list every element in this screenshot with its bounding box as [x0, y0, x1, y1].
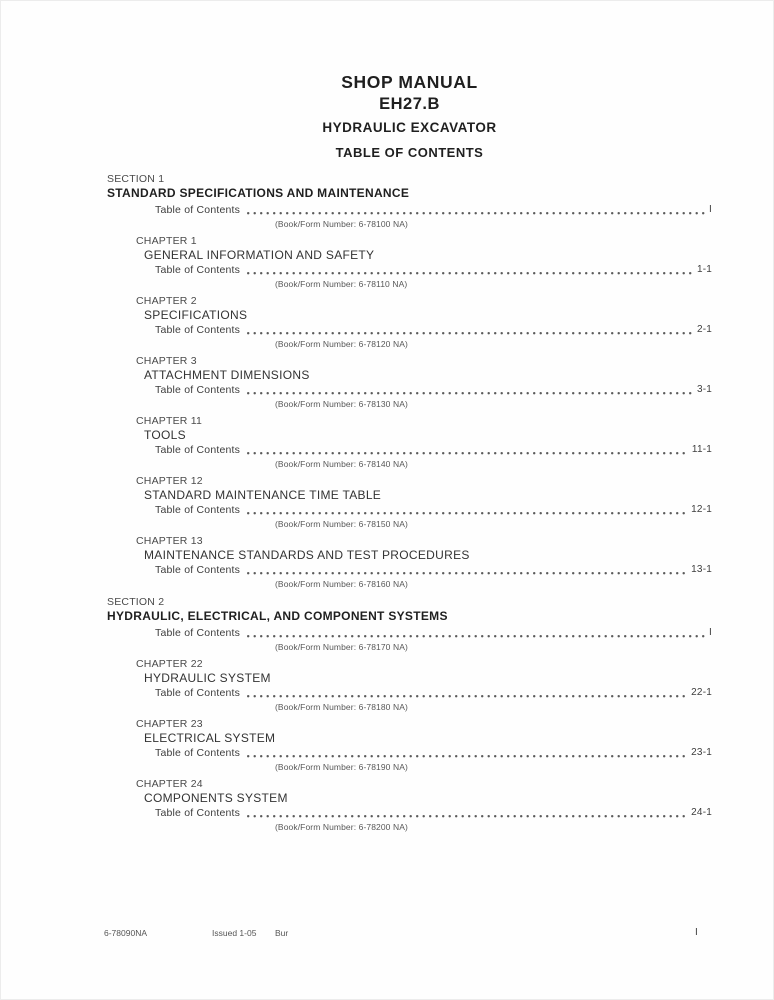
toc-page-number: I [709, 204, 712, 215]
toc-row [155, 203, 712, 217]
toc-chapter-title: COMPONENTS SYSTEM [144, 791, 288, 805]
toc-page-number: 22-1 [691, 687, 712, 698]
toc-row [155, 563, 712, 577]
book-form-number: (Book/Form Number: 6-78190 NA) [275, 762, 408, 772]
toc-page-number: 13-1 [691, 564, 712, 575]
toc-row [155, 626, 712, 640]
toc-chapter-title: SPECIFICATIONS [144, 308, 248, 322]
footer-bur-label: Bur [275, 928, 289, 938]
toc-section-title: STANDARD SPECIFICATIONS AND MAINTENANCE [107, 186, 410, 200]
dot-leader [247, 815, 687, 818]
book-form-number: (Book/Form Number: 6-78200 NA) [275, 822, 408, 832]
book-form-number: (Book/Form Number: 6-78150 NA) [275, 519, 408, 529]
toc-chapter-title: HYDRAULIC SYSTEM [144, 671, 271, 685]
toc-chapter-label: CHAPTER 2 [136, 295, 197, 307]
toc-section-label: SECTION 2 [107, 596, 165, 608]
model-number: EH27.B [379, 95, 440, 113]
toc-chapter-title: ATTACHMENT DIMENSIONS [144, 368, 310, 382]
dot-leader [247, 332, 693, 335]
toc-chapter [107, 534, 712, 591]
toc-chapter [107, 717, 712, 774]
dot-leader [247, 392, 693, 395]
book-form-number: (Book/Form Number: 6-78160 NA) [275, 579, 408, 589]
book-form-number: (Book/Form Number: 6-78130 NA) [275, 399, 408, 409]
toc-chapter [107, 234, 712, 291]
toc-chapter-label: CHAPTER 23 [136, 718, 203, 730]
toc-chapter [107, 414, 712, 471]
book-form-number: (Book/Form Number: 6-78170 NA) [275, 642, 408, 652]
toc-section [107, 172, 712, 231]
toc-entry-label: Table of Contents [155, 384, 241, 396]
toc-row [155, 443, 712, 457]
toc-row [155, 263, 712, 277]
dot-leader [247, 572, 687, 575]
toc-chapter-label: CHAPTER 1 [136, 235, 197, 247]
dot-leader [247, 212, 705, 215]
toc-entry-label: Table of Contents [155, 264, 241, 276]
toc-section-title: HYDRAULIC, ELECTRICAL, AND COMPONENT SYSTEMS [107, 609, 448, 623]
toc-chapter-label: CHAPTER 22 [136, 658, 203, 670]
toc-entry-label: Table of Contents [155, 687, 241, 699]
toc-heading: TABLE OF CONTENTS [335, 145, 484, 160]
toc-entry-label: Table of Contents [155, 444, 241, 456]
toc-section-label: SECTION 1 [107, 173, 165, 185]
toc-row [155, 686, 712, 700]
toc-chapter [107, 777, 712, 834]
toc-entry-label: Table of Contents [155, 324, 241, 336]
toc-page-number: 1-1 [696, 264, 712, 275]
toc-chapter-label: CHAPTER 3 [136, 355, 197, 367]
toc-row [155, 323, 712, 337]
dot-leader [247, 755, 687, 758]
book-form-number: (Book/Form Number: 6-78180 NA) [275, 702, 408, 712]
toc-page-number: 23-1 [691, 747, 712, 758]
machine-type: HYDRAULIC EXCAVATOR [322, 120, 497, 135]
toc-chapter-title: TOOLS [144, 428, 186, 442]
toc-list [107, 172, 712, 834]
book-form-number: (Book/Form Number: 6-78100 NA) [275, 219, 408, 229]
toc-chapter-title: STANDARD MAINTENANCE TIME TABLE [144, 488, 382, 502]
toc-entry-label: Table of Contents [155, 564, 241, 576]
toc-page-number: 24-1 [691, 807, 712, 818]
toc-row [155, 806, 712, 820]
toc-chapter-label: CHAPTER 12 [136, 475, 203, 487]
toc-row [155, 503, 712, 517]
dot-leader [247, 452, 688, 455]
toc-entry-label: Table of Contents [155, 627, 241, 639]
toc-page-number: I [709, 627, 712, 638]
toc-chapter-label: CHAPTER 24 [136, 778, 203, 790]
toc-chapter [107, 657, 712, 714]
toc-chapter-title: ELECTRICAL SYSTEM [144, 731, 276, 745]
toc-page-number: 11-1 [691, 444, 712, 455]
toc-section [107, 595, 712, 654]
toc-chapter-label: CHAPTER 13 [136, 535, 203, 547]
toc-page-number: 2-1 [696, 324, 712, 335]
document-footer [0, 926, 774, 942]
toc-row [155, 383, 712, 397]
toc-chapter-title: MAINTENANCE STANDARDS AND TEST PROCEDURES [144, 548, 470, 562]
toc-row [155, 746, 712, 760]
dot-leader [247, 272, 693, 275]
toc-chapter [107, 474, 712, 531]
toc-chapter [107, 294, 712, 351]
book-form-number: (Book/Form Number: 6-78140 NA) [275, 459, 408, 469]
toc-entry-label: Table of Contents [155, 504, 241, 516]
dot-leader [247, 512, 687, 515]
dot-leader [247, 635, 705, 638]
toc-chapter [107, 354, 712, 411]
toc-chapter-label: CHAPTER 11 [136, 415, 202, 427]
dot-leader [247, 695, 687, 698]
toc-chapter-title: GENERAL INFORMATION AND SAFETY [144, 248, 375, 262]
footer-issued-date: Issued 1-05 [212, 928, 257, 938]
book-form-number: (Book/Form Number: 6-78120 NA) [275, 339, 408, 349]
document-header [107, 72, 712, 161]
footer-form-number: 6-78090NA [104, 928, 148, 938]
toc-page-number: 3-1 [696, 384, 712, 395]
book-form-number: (Book/Form Number: 6-78110 NA) [275, 279, 408, 289]
toc-entry-label: Table of Contents [155, 204, 241, 216]
manual-title: SHOP MANUAL [341, 72, 478, 92]
toc-entry-label: Table of Contents [155, 747, 241, 759]
footer-page-number: I [695, 927, 698, 938]
toc-entry-label: Table of Contents [155, 807, 241, 819]
toc-page-number: 12-1 [691, 504, 712, 515]
